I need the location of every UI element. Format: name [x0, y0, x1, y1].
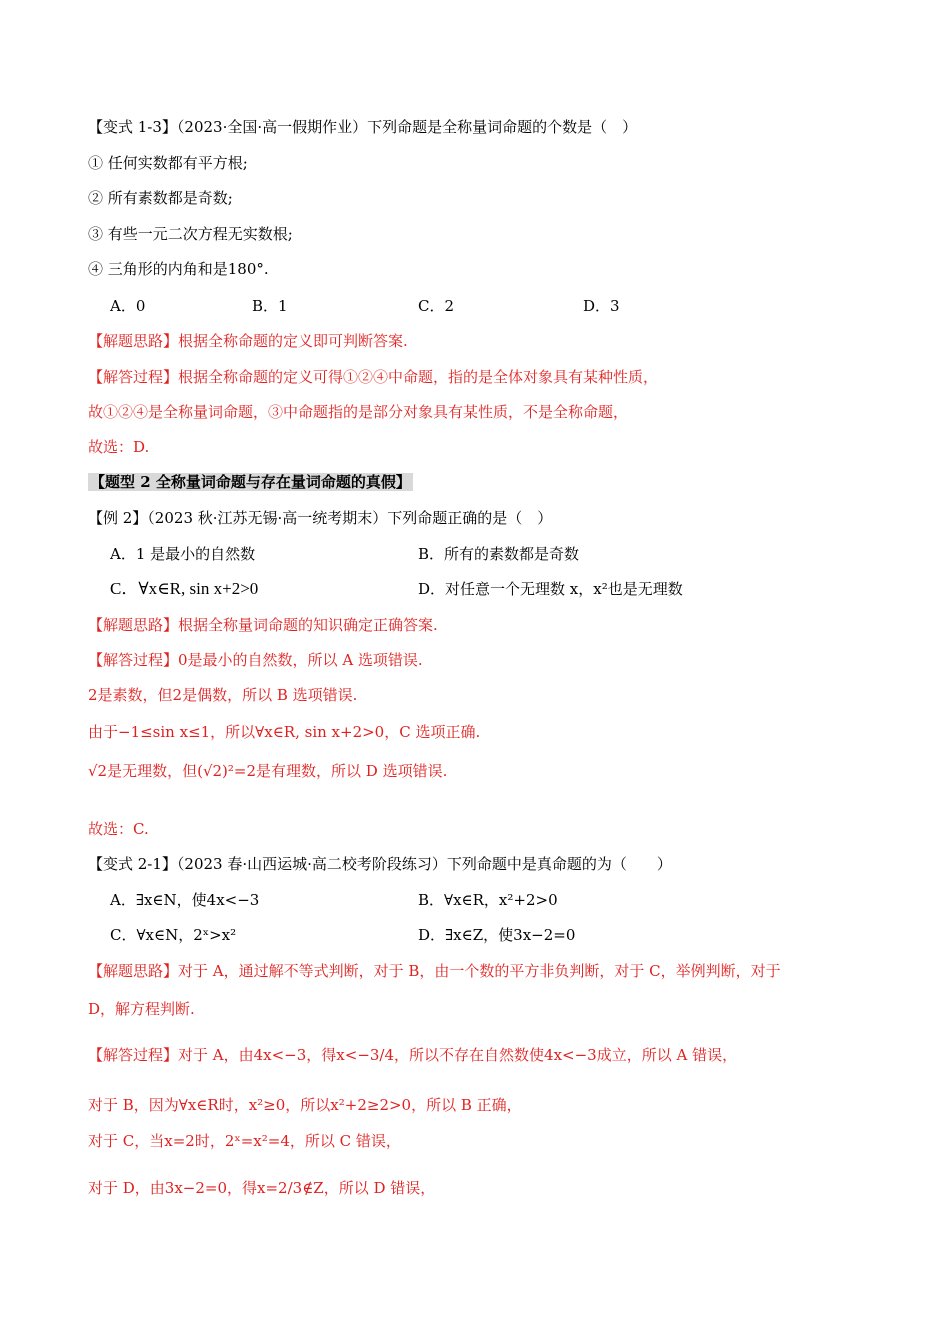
variant-2-1-process-c: 对于 C，当x=2时，2ˣ=x²=4，所以 C 错误， [88, 1132, 401, 1150]
variant-2-1-idea-1: 【解题思路】对于 A，通过解不等式判断，对于 B，由一个数的平方非负判断，对于 C，举例判断，对于 [88, 962, 781, 980]
example-2-process-2: 2是素数，但2是偶数，所以 B 选项错误. [88, 686, 358, 704]
variant-2-1-process-b: 对于 B，因为∀x∈R时，x²≥0，所以x²+2≥2>0，所以 B 正确， [88, 1096, 522, 1114]
example-2-idea: 【解题思路】根据全称量词命题的知识确定正确答案. [88, 616, 438, 634]
solution-process-2: 故①②④是全称量词命题，③中命题指的是部分对象具有某性质，不是全称命题， [88, 403, 629, 421]
example-2-option-d: D．对任意一个无理数 x，x²也是无理数 [418, 580, 683, 598]
option-a: A．0 [110, 297, 146, 315]
section-heading [88, 472, 413, 492]
variant-2-1-title: 【变式 2-1】（2023 春·山西运城·高二校考阶段练习）下列命题中是真命题的为（ ） [88, 855, 672, 873]
variant-2-1-option-a: A．∃x∈N，使4x<−3 [110, 891, 260, 909]
example-2-option-c: C．∀x∈R, sin x+2>0 [110, 579, 259, 598]
example-2-option-b: B．所有的素数都是奇数 [418, 545, 580, 563]
variant-2-1-option-c: C．∀x∈N，2ˣ>x² [110, 926, 237, 944]
variant-2-1-option-b: B．∀x∈R，x²+2>0 [418, 891, 558, 909]
variant-2-1-process-a: 【解答过程】对于 A，由4x<−3，得x<−3/4，所以不存在自然数使4x<−3成立，所以 A 错误， [88, 1046, 738, 1064]
option-d: D．3 [583, 297, 620, 315]
example-2-process-1: 【解答过程】0是最小的自然数，所以 A 选项错误. [88, 651, 423, 669]
example-2-process-4: √2是无理数，但(√2)²=2是有理数，所以 D 选项错误. [88, 762, 448, 780]
statement-2: ② 所有素数都是奇数; [88, 189, 233, 207]
statement-3: ③ 有些一元二次方程无实数根; [88, 225, 293, 243]
option-c: C．2 [418, 297, 455, 315]
example-2-option-a: A．1 是最小的自然数 [110, 545, 256, 563]
statement-1: ① 任何实数都有平方根; [88, 154, 248, 172]
variant-2-1-process-d: 对于 D，由3x−2=0，得x=2/3∉Z，所以 D 错误， [88, 1179, 436, 1197]
solution-process-1: 【解答过程】根据全称命题的定义可得①②④中命题，指的是全体对象具有某种性质， [88, 368, 659, 386]
example-2-process-3: 由于−1≤sin x≤1，所以∀x∈R, sin x+2>0，C 选项正确. [88, 723, 481, 741]
example-2-answer: 故选：C. [88, 820, 149, 838]
variant-2-1-idea-2: D，解方程判断. [88, 1000, 195, 1018]
section-heading-label: 【题型 2 全称量词命题与存在量词命题的真假】 [90, 473, 411, 491]
statement-4: ④ 三角形的内角和是180°. [88, 260, 269, 278]
solution-idea: 【解题思路】根据全称命题的定义即可判断答案. [88, 332, 408, 350]
variant-1-3-title: 【变式 1-3】（2023·全国·高一假期作业）下列命题是全称量词命题的个数是（ ） [88, 118, 638, 136]
variant-2-1-option-d: D．∃x∈Z，使3x−2=0 [418, 926, 576, 944]
answer: 故选：D. [88, 438, 150, 456]
example-2-title: 【例 2】（2023 秋·江苏无锡·高一统考期末）下列命题正确的是（ ） [88, 509, 553, 527]
option-b: B．1 [252, 297, 288, 315]
